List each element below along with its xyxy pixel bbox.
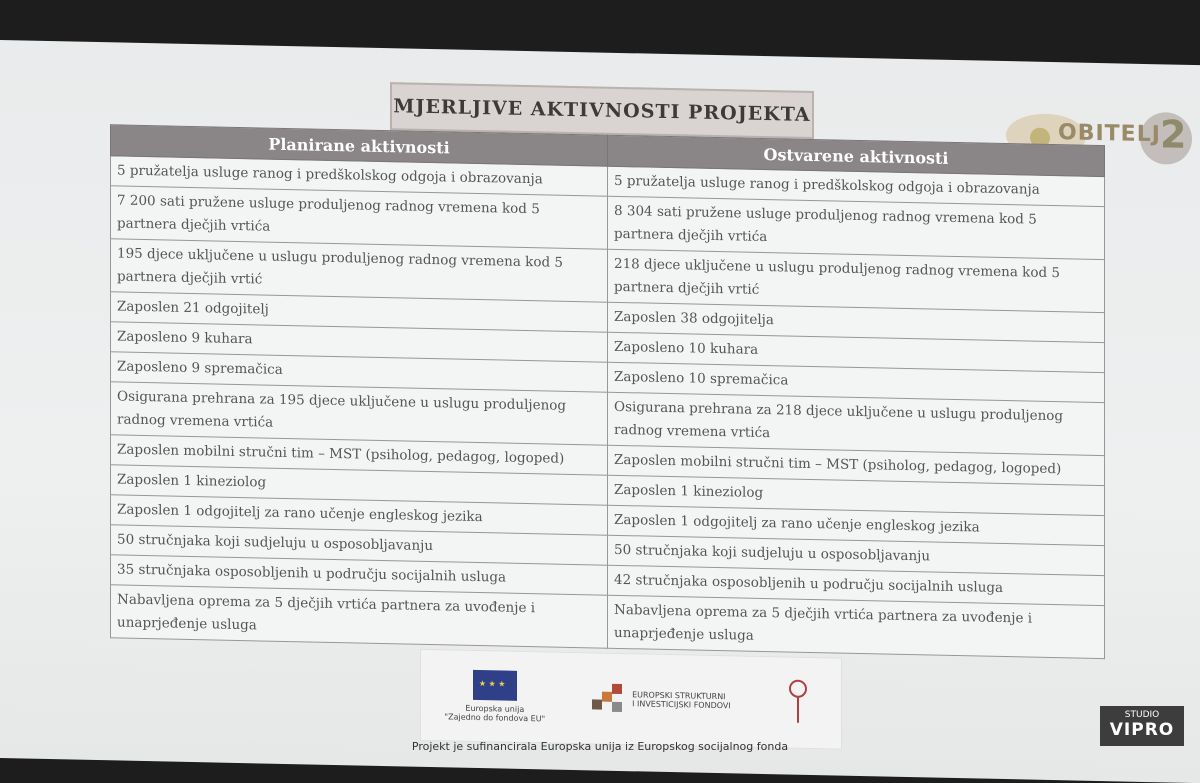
planned-cell: Nabavljena oprema za 5 dječjih vrtića partnera za uvođenje i unaprjeđenje usluga [111, 585, 608, 648]
achieved-cell: 50 stručnjaka koji sudjeluju u osposobljavanju [608, 535, 1105, 575]
header-achieved: Ostvarene aktivnosti [608, 135, 1105, 176]
projection-screen [0, 40, 1200, 783]
esif-line2: I INVESTICIJSKI FONDOVI [632, 699, 731, 711]
activities-table-wrapper [110, 124, 1105, 659]
table-body [111, 156, 1105, 659]
eu-logo-line2: "Zajedno do fondova EU" [444, 712, 546, 724]
planned-cell: Zaposlen 1 kineziolog [111, 465, 608, 505]
planned-cell: 5 pružatelja usluge ranog i predškolskog odgoja i obrazovanja [111, 156, 608, 196]
planned-cell: Osigurana prehrana za 195 djece uključene u uslugu produljenog radnog vremena vrtića [111, 382, 608, 445]
planned-cell: Zaposleno 9 spremačica [111, 352, 608, 392]
flower-logo-icon [778, 676, 818, 729]
slide-title: MJERLJIVE AKTIVNOSTI PROJEKTA [390, 82, 814, 139]
planned-cell: 50 stručnjaka koji sudjeluju u osposobljavanju [111, 525, 608, 565]
achieved-cell: Zaposlen 38 odgojitelja [608, 302, 1105, 342]
funding-logos [420, 649, 842, 750]
planned-cell: Zaposlen mobilni stručni tim – MST (psiholog, pedagog, logoped) [111, 435, 608, 475]
eu-logo [444, 669, 545, 723]
achieved-cell: Zaposleno 10 spremačica [608, 362, 1105, 402]
esif-squares-icon [592, 683, 626, 714]
planned-cell: 35 stručnjaka osposobljenih u području socijalnih usluga [111, 555, 608, 595]
achieved-cell: Zaposlen 1 kineziolog [608, 475, 1105, 515]
eu-flag-icon [473, 670, 517, 701]
planned-cell: Zaposlen 21 odgojitelj [111, 292, 608, 332]
header-planned: Planirane aktivnosti [111, 125, 608, 166]
watermark-big: VIPRO [1109, 720, 1175, 740]
planned-cell: Zaposlen 1 odgojitelj za rano učenje engleskog jezika [111, 495, 608, 535]
planned-cell: 195 djece uključene u uslugu produljenog radnog vremena kod 5 partnera dječjih vrtić [111, 239, 608, 302]
eu-logo-line1: Europska unija [465, 703, 525, 714]
achieved-cell: 42 stručnjaka osposobljenih u području socijalnih usluga [608, 565, 1105, 605]
logo-text: OBITELJ [1058, 120, 1161, 148]
watermark-small: STUDIO [1124, 710, 1160, 720]
achieved-cell: 218 djece uključene u uslugu produljenog radnog vremena kod 5 partnera dječjih vrtić [608, 249, 1105, 312]
achieved-cell: Nabavljena oprema za 5 dječjih vrtića partnera za uvođenje i unaprjeđenje usluga [608, 595, 1105, 658]
footer-text: Projekt je sufinancirala Europska unija iz Europskog socijalnog fonda [411, 740, 789, 753]
achieved-cell: Zaposlen mobilni stručni tim – MST (psiholog, pedagog, logoped) [608, 445, 1105, 485]
achieved-cell: Zaposlen 1 odgojitelj za rano učenje engleskog jezika [608, 505, 1105, 545]
esif-logo [592, 683, 731, 716]
achieved-cell: Zaposleno 10 kuhara [608, 332, 1105, 372]
achieved-cell: Osigurana prehrana za 218 djece uključene u uslugu produljenog radnog vremena vrtića [608, 392, 1105, 455]
planned-cell: Zaposleno 9 kuhara [111, 322, 608, 362]
achieved-cell: 8 304 sati pružene usluge produljenog radnog vremena kod 5 partnera dječjih vrtića [608, 196, 1105, 259]
planned-cell: 7 200 sati pružene usluge produljenog radnog vremena kod 5 partnera dječjih vrtića [111, 186, 608, 249]
logo-number: 2 [1160, 112, 1187, 157]
studio-watermark [1100, 706, 1184, 746]
achieved-cell: 5 pružatelja usluge ranog i predškolskog odgoja i obrazovanja [608, 166, 1105, 206]
activities-table [110, 124, 1105, 659]
esif-line1: EUROPSKI STRUKTURNI [632, 690, 726, 702]
